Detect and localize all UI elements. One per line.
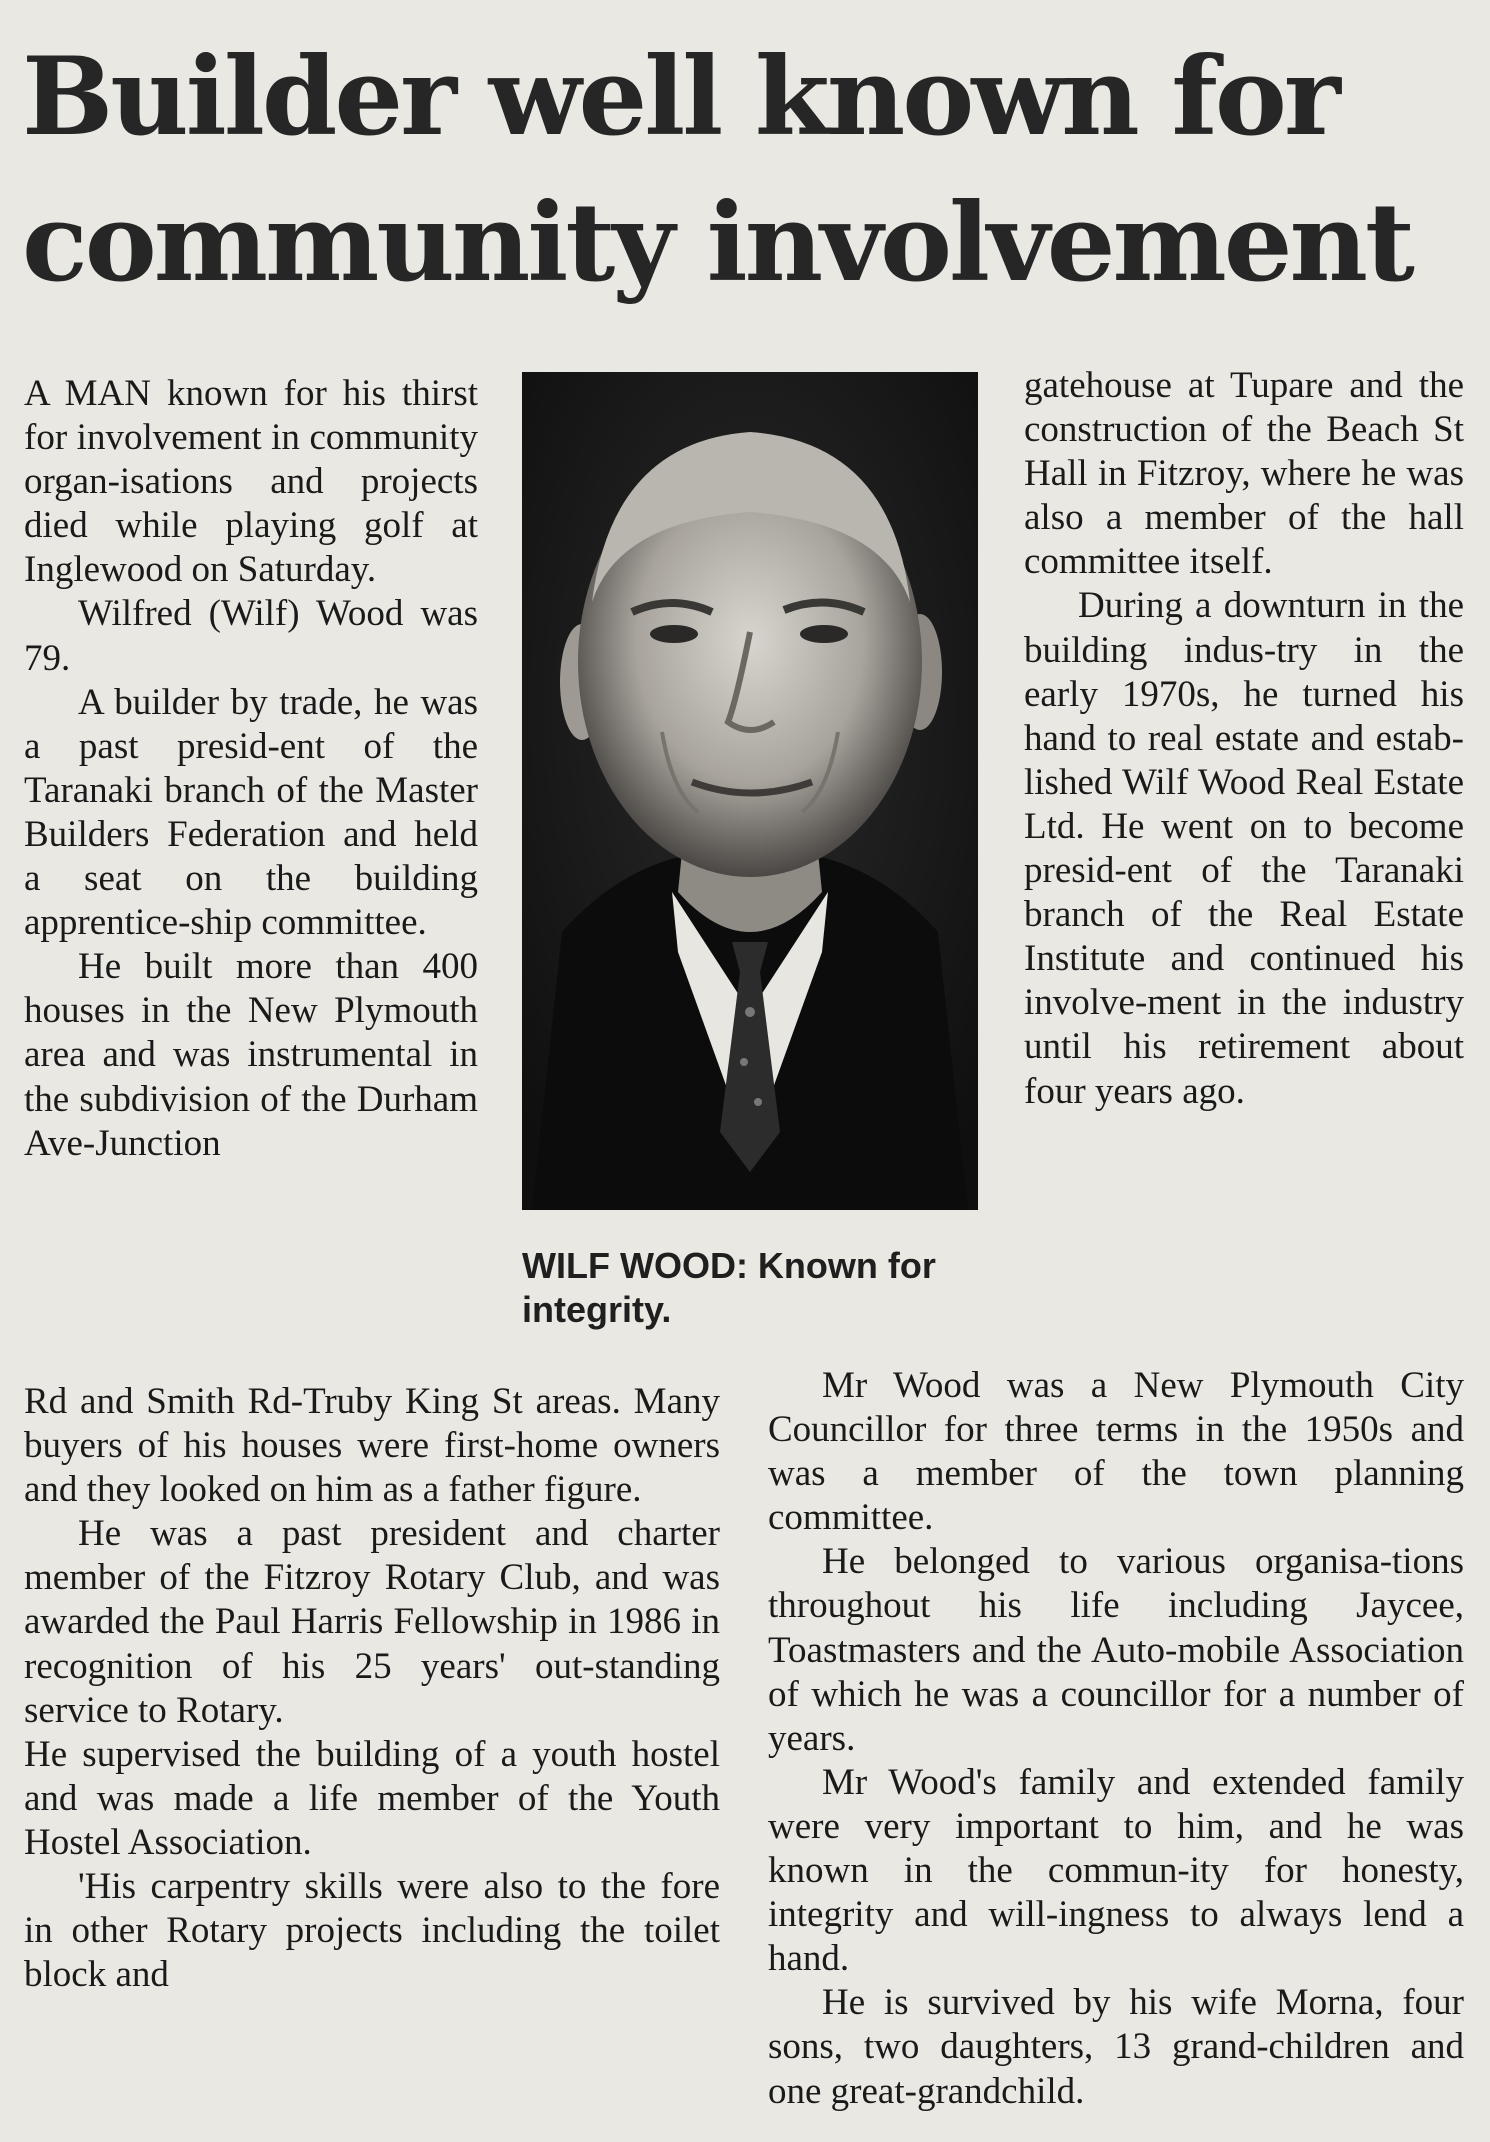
headline: Builder well known for community involvement — [22, 34, 1412, 306]
left-column — [24, 372, 478, 1166]
paragraph: Mr Wood's family and extended family were very important to him, and he was known in the commun-ity for honesty, integrity and will-ingness to always lend a hand. — [768, 1761, 1464, 1980]
photo-caption: WILF WOOD: Known for integrity. — [522, 1245, 936, 1330]
paragraph: He supervised the building of a youth hostel and was made a life member of the Youth Hostel Association. — [24, 1733, 720, 1863]
portrait-photo — [522, 372, 978, 1210]
paragraph: gatehouse at Tupare and the construction of the Beach St Hall in Fitzroy, where he was also a member of the hall committee itself. — [1024, 365, 1464, 583]
paragraph: He built more than 400 houses in the New Plymouth area and was instrumental in the subdivision of the Durham Ave-Junction — [24, 946, 478, 1164]
paragraph: A builder by trade, he was a past presid-ent of the Taranaki branch of the Master Builders Federation and held a seat on the building apprentice-ship committee. — [24, 681, 478, 944]
paragraph: He is survived by his wife Morna, four sons, two daughters, 13 grand-children and one great-grandchild. — [768, 1982, 1464, 2112]
paragraph: Rd and Smith Rd-Truby King St areas. Many buyers of his houses were first-home owners and they looked on him as a father figure. — [24, 1381, 720, 1511]
paragraph: A MAN known for his thirst for involvement in community organ-isations and projects died while playing golf at Inglewood on Saturday. — [24, 373, 478, 591]
paragraph: Wilfred (Wilf) Wood was 79. — [24, 593, 478, 679]
paragraph: Mr Wood was a New Plymouth City Councillor for three terms in the 1950s and was a member of the town planning committee. — [768, 1365, 1464, 1539]
bottom-left-column — [24, 1380, 720, 1997]
portrait-illustration — [522, 372, 978, 1210]
paragraph: During a downturn in the building indus-try in the early 1970s, he turned his hand to real estate and estab-lished Wilf Wood Real Estate Ltd. He went on to become presid-ent of the Taranaki branch of the Real Estate Institute and continued his involve-ment in the industry until his retirement about four years ago. — [1024, 585, 1464, 1112]
paragraph: 'His carpentry skills were also to the fore in other Rotary projects including the toilet block and — [24, 1866, 720, 1996]
paragraph: He was a past president and charter member of the Fitzroy Rotary Club, and was awarded the Paul Harris Fellowship in 1986 in recognition of his 25 years' out-standing service to Rotary. — [24, 1513, 720, 1731]
paragraph: He belonged to various organisa-tions throughout his life including Jaycee, Toastmasters and the Auto-mobile Association of which he was a councillor for a number of years. — [768, 1541, 1464, 1759]
bottom-right-column — [768, 1364, 1464, 2114]
right-column — [1024, 364, 1464, 1114]
